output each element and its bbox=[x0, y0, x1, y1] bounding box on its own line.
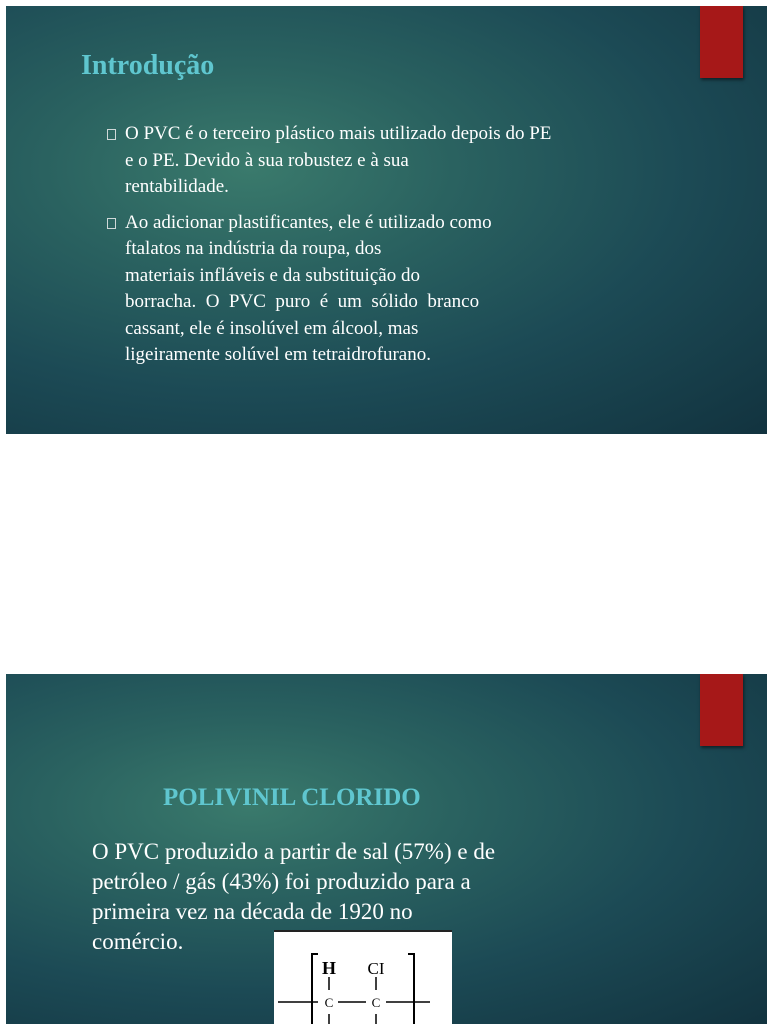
bullet-box-icon bbox=[107, 218, 116, 229]
red-accent-tab bbox=[700, 6, 743, 78]
bullet-line: Ao adicionar plastificantes, ele é utilizado como bbox=[125, 211, 492, 233]
slide-introducao bbox=[6, 6, 767, 434]
body-line: comércio. bbox=[92, 929, 184, 954]
pvc-structural-formula bbox=[274, 930, 452, 1024]
bullet-line: materiais infláveis e da substituição do bbox=[125, 264, 420, 286]
bullet-item bbox=[105, 210, 635, 369]
red-accent-tab bbox=[700, 674, 743, 746]
bullet-line: e o PE. Devido à sua robustez e à sua bbox=[125, 149, 409, 171]
bullet-line: ftalatos na indústria da roupa, dos bbox=[125, 238, 382, 259]
bullet-line: borracha. O PVC puro é um sólido branco bbox=[125, 291, 480, 312]
left-bracket bbox=[312, 954, 318, 1024]
slide-title: Introdução bbox=[81, 50, 215, 81]
bullet-line: rentabilidade. bbox=[125, 176, 229, 197]
body-line: primeira vez na década de 1920 no bbox=[92, 899, 413, 924]
atom-h: H bbox=[321, 958, 337, 978]
atom-cl: CI bbox=[367, 959, 385, 978]
atom-c1: C bbox=[324, 995, 334, 1010]
formula-drawing bbox=[274, 932, 452, 1024]
bullet-item bbox=[105, 121, 635, 201]
bullet-line: O PVC é o terceiro plástico mais utilizado depois do PE bbox=[125, 123, 552, 144]
bullet-line: ligeiramente solúvel em tetraidrofurano. bbox=[125, 344, 431, 365]
slide-title: POLIVINIL CLORIDO bbox=[163, 784, 421, 811]
right-bracket bbox=[408, 954, 414, 1024]
slide-polivinil-clorido bbox=[6, 674, 767, 1024]
body-line: petróleo / gás (43%) foi produzido para a bbox=[92, 869, 471, 894]
bullet-list bbox=[105, 121, 635, 378]
bullet-line: cassant, ele é insolúvel em álcool, mas bbox=[125, 317, 419, 339]
bullet-box-icon bbox=[107, 129, 116, 140]
atom-c2: C bbox=[371, 995, 381, 1010]
body-line: O PVC produzido a partir de sal (57%) e de bbox=[92, 839, 496, 864]
